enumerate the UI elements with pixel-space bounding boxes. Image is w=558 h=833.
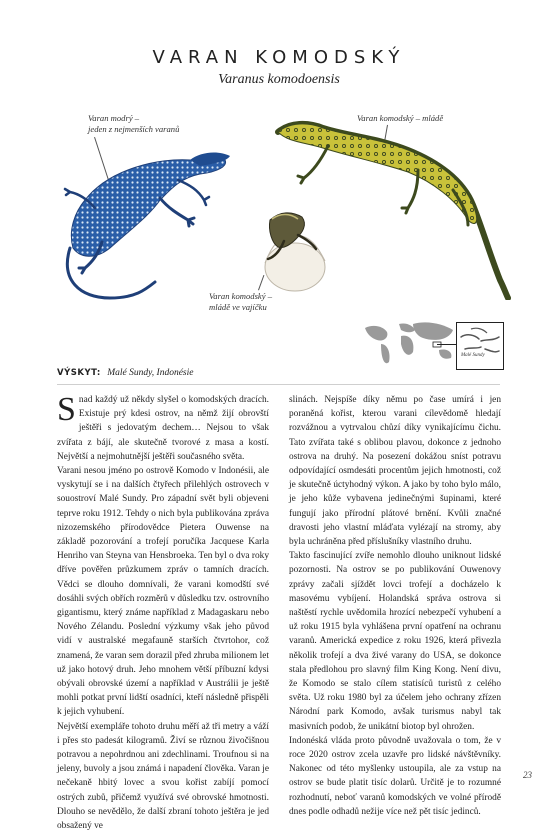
map-connector <box>437 344 457 345</box>
paragraph: Varani nesou jméno po ostrově Komodo v Indonésii, ale vyskytují se i na dalších čtyřech přilehlých ostrovech v souostroví Malé Sundy. Pro západní svět byli objeveni teprve roku 1912. Tehdy o nich byla publikována zpráva nizozemského přírodovědce Pietera Ouwense na základě pozorování a trofejí poručíka Jacquese Karla Henriho van Steyna van Hensbroeka. Ten byl o dva roky dříve pověřen průzkumem zpráv o tamních dracích. Vědci se dlouho domnívali, že varani komodští své dosáhli svých obřích rozměrů v důsledku tzv. ostrovního gigantismu, který známe například z Madagaskaru nebo Nového Zélandu. Poslední výzkumy však jeho původ vidí v australské megafauně starších čtvrtohor, což znamená, že varan sem dorazil před zhruba milionem let už jako hotový druh. Jeho mnohem větší příbuzní kdysi obývali obrovské území a například v Austrálii je ještě mohli potkat první lidští osadníci, kteří následně přispěli k jejich vyhubení. <box>57 466 269 718</box>
page-subtitle: Varanus komodoensis <box>218 72 340 87</box>
inset-map-shape <box>457 323 503 369</box>
paragraph: Indonéská vláda proto původně uvažovala o tom, že v roce 2020 ostrov zcela uzavře pro lidské návštěvníky. Nakonec od této myšlenky ustoupila, ale za vstup na ostrov se bude platit tisíc dolarů. Určitě je to rozumné rozhodnutí, neboť varanů komodských ve volné přírodě dnes podle odhadů nežije více než pět tisíc jedinců. <box>289 735 501 817</box>
paragraph-intro <box>57 393 269 464</box>
inset-map <box>456 322 504 370</box>
drop-cap: S <box>57 391 76 428</box>
inset-map-label: Malé Sundy <box>461 353 485 358</box>
occurrence-line <box>57 368 194 378</box>
caption-egg-line1: Varan komodský – <box>209 291 273 301</box>
page-number: 23 <box>523 770 532 780</box>
text-column-right <box>289 393 501 819</box>
page-title: VARAN KOMODSKÝ <box>152 47 406 68</box>
occurrence-value: Malé Sundy, Indonésie <box>107 368 194 378</box>
caption-blue-line2: jeden z nejmenších varanů <box>88 124 180 134</box>
caption-blue-line1: Varan modrý – <box>88 113 140 123</box>
paragraph: Takto fascinující zvíře nemohlo dlouho uniknout lidské pozornosti. Na ostrov se po publikování Ouwenovy zprávy začali sjíždět lovci trofejí a docházelo k masovému vybíjení. Holandská správa ostrova si naštěstí rychle uvědomila hrozící nebezpečí vyhubení a už roku 1915 byla vyhlášena první opatření na ochranu varanů. Americká expedice z roku 1926, která přivezla několik trofejí a dva živé varany do USA, se dokonce stala předlohou pro slavný film King Kong. Není divu, že Komodo se stalo cílem statisíců turistů z celého světa. Už roku 1980 byl za účelem jeho ochrany zřízen Národní park Komodo, avšak turismus nabyl tak masivních podob, že unikátní biotop byl ohrožen. <box>289 551 501 732</box>
blue-monitor-illustration <box>40 130 240 300</box>
text-column-left <box>57 393 269 833</box>
paragraph-intro-text: nad každý už někdy slyšel o komodských dracích. Existuje prý kdesi ostrov, na němž žijí obrovští ještěři s jedovatým dechem… Nejsou to však zvířata z bájí, ale skutečně tvorové z masa a kostí. Největší a nejmohutnější ještěři současného světa. <box>57 395 269 462</box>
occurrence-label: VÝSKYT: <box>57 368 101 378</box>
section-divider <box>57 384 500 385</box>
caption-egg-line2: mládě ve vajíčku <box>209 302 267 312</box>
paragraph: slinách. Nejspíše díky němu po čase umírá i jen poraněná kořist, kterou varani cílevědomě hledají rozvážnou a vytrvalou chůzí díky vynikajícímu čichu. Tato zvířata také s oblibou plavou, dokonce z jednoho ostrova na druhý. Na posezení dokážou sníst potravu odpovídající osmdesáti procentům jejich hmotnosti, což je skutečně úctyhodný výkon. A jako by toho bylo málo, je jeho kůže vybavena jedinečnými šupinami, které fungují jako přírodní plátové brnění. Kvůli značné dravosti jeho vlastní mláďata vylézají na stromy, aby byla uchráněna před příslušníky vlastního druhu. <box>289 395 501 548</box>
caption-juvenile: Varan komodský – mládě <box>357 113 444 123</box>
paragraph: Největší exempláře tohoto druhu měří až tři metry a váží i přes sto padesát kilogramů. Živí se různou živočišnou potravou a nepohrdnou ani zdechlinami. Troufnou si na jeleny, buvoly a jsou známá i napadení člověka. Varan je nečekaně hbitý lovec a svou kořist zabíjí pomocí ostrých zubů, přičemž využívá své obrovské hmotnosti. Dlouho se nevědělo, že další zbraní tohoto ještěra je jed obsažený ve <box>57 721 269 832</box>
hatchling-egg-illustration <box>250 205 335 295</box>
